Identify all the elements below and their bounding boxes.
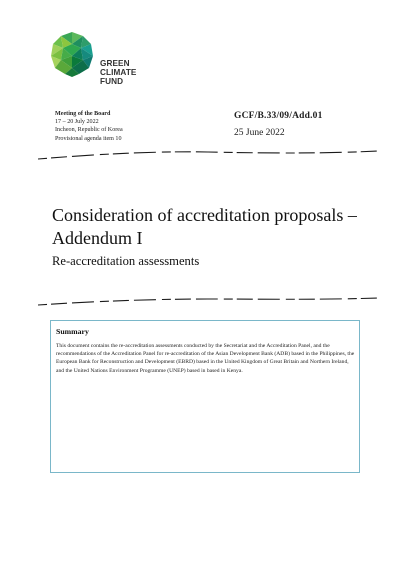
top-wave-divider [38,148,378,160]
logo-line-fund: FUND [100,77,124,86]
gcf-logo [49,30,159,90]
meeting-info [55,110,123,143]
logo-line-climate: CLIMATE [100,68,137,77]
document-date: 25 June 2022 [234,128,285,138]
page-subtitle: Re-accreditation assessments [52,254,200,268]
logo-wordmark [100,59,136,86]
document-info [234,110,323,139]
meeting-name: Meeting of the Board [55,111,111,117]
summary-heading: Summary [56,327,89,336]
summary-text: This document contains the re-accreditation assessments conducted by the Secretariat and the Accreditation Panel, and the recommendations of the Accreditation Panel for re-accreditation of the Asian Development Bank (ADB) based in the Philippines, the European Bank for Reconstruction and Development (EBRD) based in the United Kingdom of Great Britain and Northern Ireland, and the United Nations Environment Programme (UNEP) based in based in Kenya. [56,343,355,374]
summary-box [50,320,360,473]
green-climate-fund-globe-icon [49,30,95,78]
document-number: GCF/B.33/09/Add.01 [234,111,323,121]
agenda-item: Provisional agenda item 10 [55,135,122,142]
meeting-dates: 17 – 20 July 2022 [55,119,99,126]
bottom-wave-divider [38,295,378,307]
meeting-location: Incheon, Republic of Korea [55,127,123,134]
logo-line-green: GREEN [100,59,130,68]
page-title: Consideration of accreditation proposals – Addendum I [52,205,357,248]
